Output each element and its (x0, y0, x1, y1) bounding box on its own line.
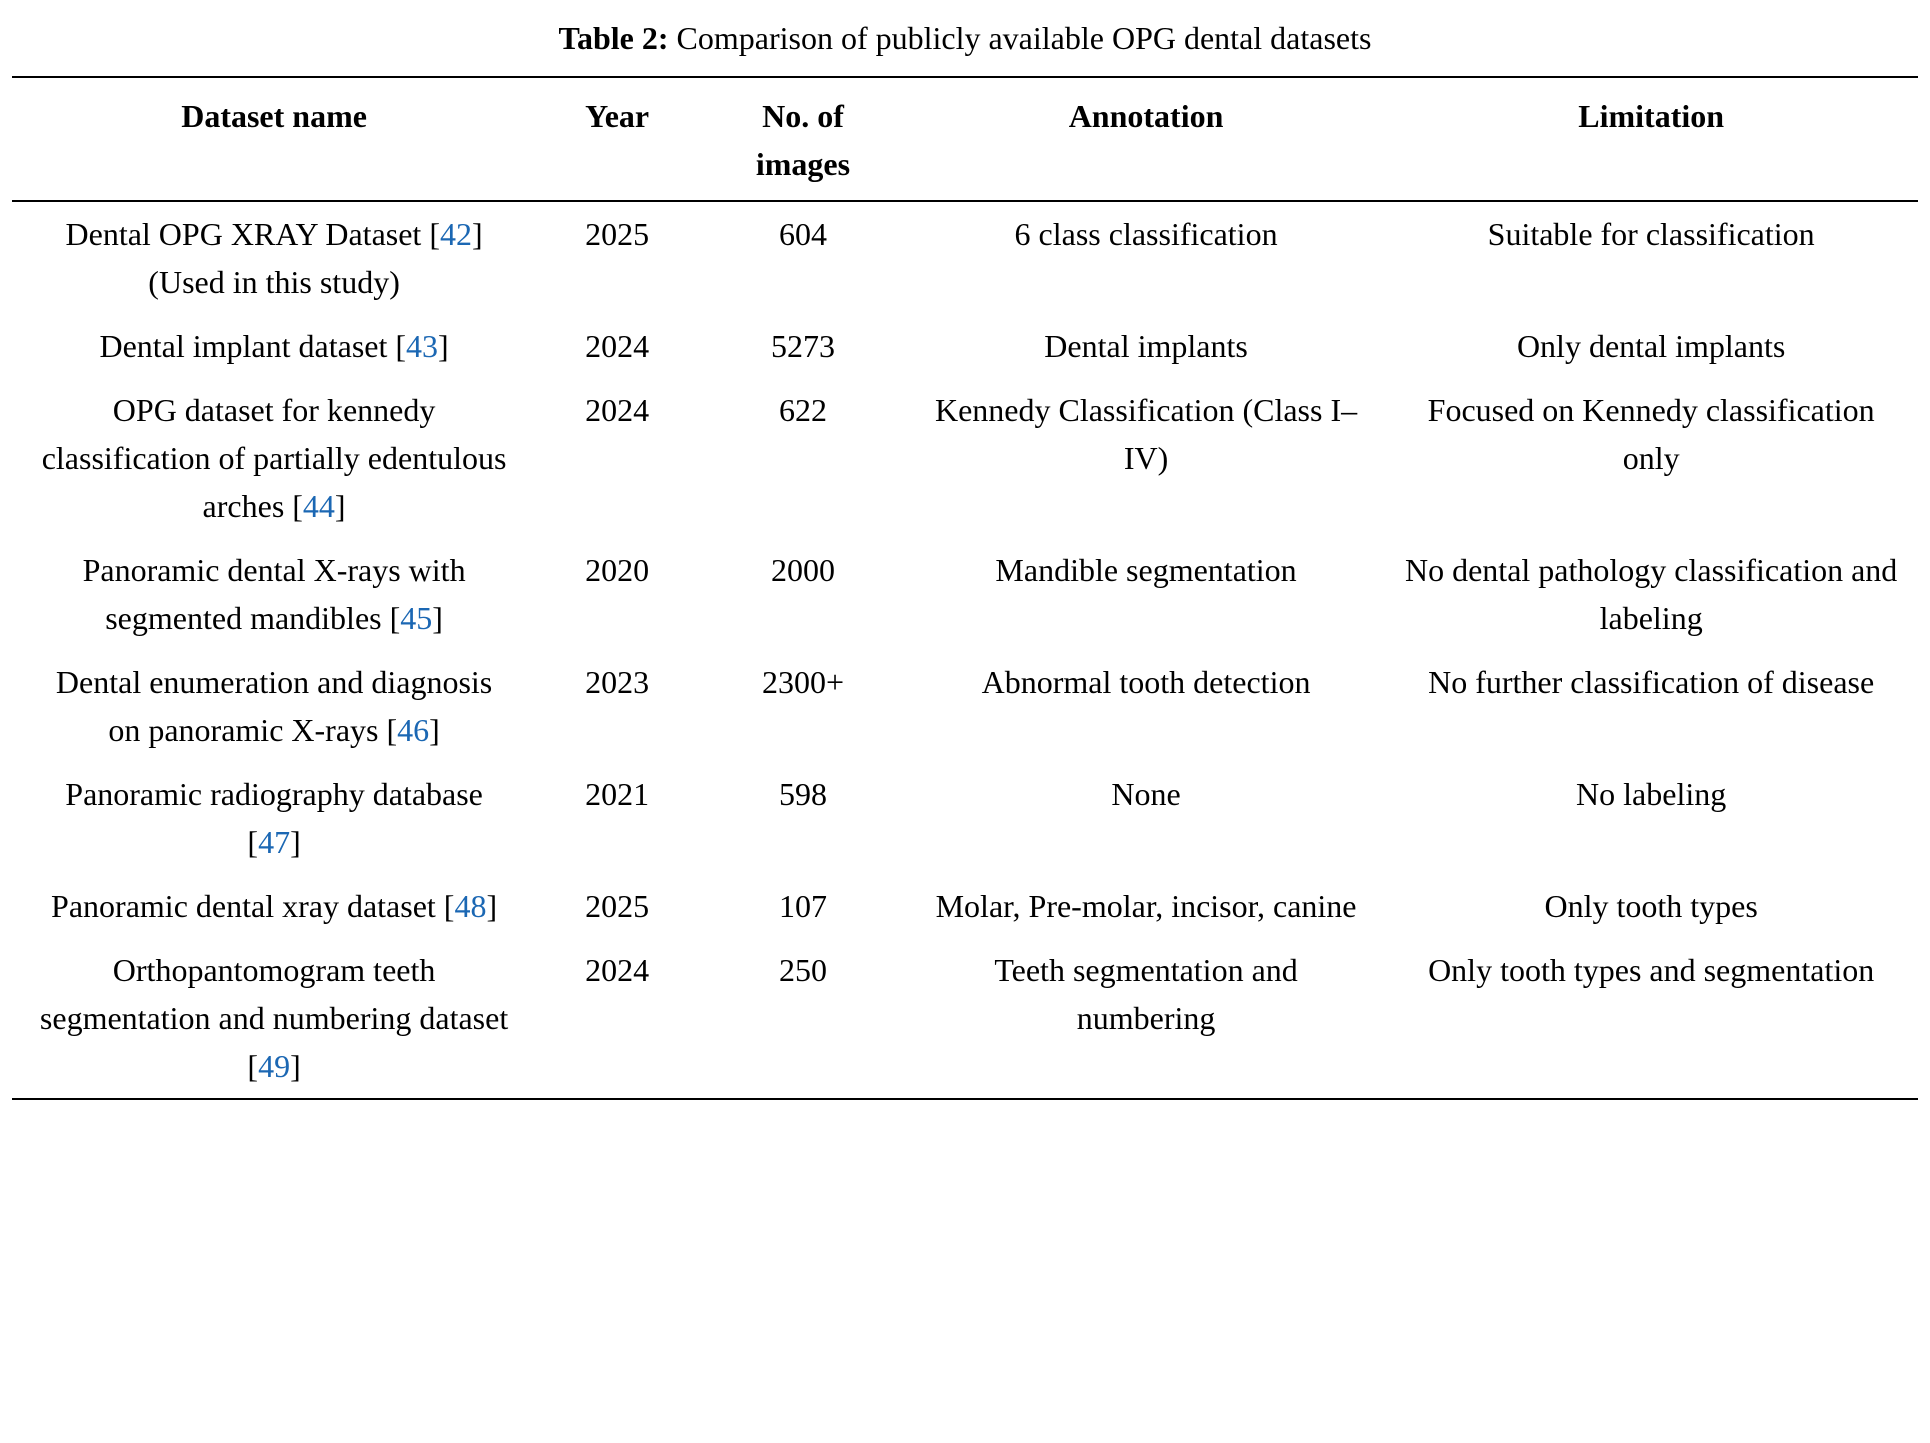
header-year: Year (585, 97, 650, 134)
image-count-cell: 5273 (770, 327, 835, 364)
image-count-cell: 622 (778, 391, 827, 428)
dataset-name-text: Dental implant dataset [ (99, 327, 407, 364)
dataset-name-text: ] (438, 327, 449, 364)
header-dataset-name: Dataset name (181, 97, 367, 134)
image-count-cell: 107 (778, 887, 827, 924)
dataset-name-cell (12, 938, 536, 1099)
dataset-name-text: ] (290, 823, 301, 860)
dataset-name-text: ] (432, 599, 443, 636)
dataset-name-text: ] (Used in this study) (148, 215, 483, 300)
header-limitation: Limitation (1578, 97, 1725, 134)
dataset-name-cell (12, 538, 536, 650)
annotation-cell: Kennedy Classification (Class I–IV) (934, 391, 1358, 476)
caption-label: Table 2: (558, 20, 669, 56)
table-row (12, 938, 1918, 1099)
table-row (12, 538, 1918, 650)
dataset-name-text: ] (429, 711, 440, 748)
table-row (12, 762, 1918, 874)
citation-link[interactable]: 45 (400, 599, 433, 636)
limitation-cell: Only tooth types (1544, 887, 1758, 924)
limitation-cell: No labeling (1576, 775, 1727, 812)
table-caption (12, 18, 1918, 60)
limitation-cell: Only tooth types and segmentation (1428, 951, 1875, 988)
limitation-cell: No further classification of disease (1428, 663, 1875, 700)
year-cell: 2021 (585, 775, 650, 812)
limitation-cell: Focused on Kennedy classification only (1427, 391, 1875, 476)
table-row (12, 378, 1918, 538)
dataset-name-text: ] (334, 487, 346, 524)
dataset-name-cell (12, 874, 536, 938)
header-annotation: Annotation (1068, 97, 1224, 134)
datasets-table (12, 76, 1918, 1100)
header-row (12, 77, 1918, 201)
dataset-name-text: Orthopantomogram teeth segmentation and numbering dataset [ (39, 951, 509, 1084)
dataset-name-text: Panoramic dental X-rays with segmented mandibles [ (82, 551, 466, 636)
citation-link[interactable]: 44 (302, 487, 335, 524)
header-no-of-images-label: No. of images (755, 97, 851, 182)
citation-link[interactable]: 42 (439, 215, 472, 252)
image-count-cell: 2000 (770, 551, 835, 588)
dataset-name-text: OPG dataset for kennedy classification of partially edentulous arches [ (41, 391, 507, 524)
annotation-cell: 6 class classification (1014, 215, 1278, 252)
dataset-name-text: Dental enumeration and diagnosis on panoramic X-rays [ (55, 663, 493, 748)
image-count-cell: 2300+ (761, 663, 844, 700)
year-cell: 2020 (585, 551, 650, 588)
dataset-name-cell (12, 314, 536, 378)
year-cell: 2023 (585, 663, 650, 700)
image-count-cell: 604 (778, 215, 827, 252)
header-no-of-images (698, 77, 908, 201)
dataset-name-text: Panoramic dental xray dataset [ (51, 887, 455, 924)
dataset-name-cell (12, 201, 536, 314)
dataset-name-text: ] (290, 1047, 301, 1084)
dataset-name-text: Panoramic radiography database [ (65, 775, 483, 860)
caption-text: Comparison of publicly available OPG dental datasets (668, 20, 1372, 56)
table-row (12, 314, 1918, 378)
limitation-cell: Suitable for classification (1487, 215, 1815, 252)
limitation-cell: No dental pathology classification and labeling (1404, 551, 1898, 636)
annotation-cell: Molar, Pre-molar, incisor, canine (935, 887, 1357, 924)
table-row (12, 650, 1918, 762)
annotation-cell: Dental implants (1044, 327, 1248, 364)
dataset-name-text: ] (486, 887, 498, 924)
dataset-name-cell (12, 378, 536, 538)
citation-link[interactable]: 47 (258, 823, 291, 860)
table-row (12, 201, 1918, 314)
limitation-cell: Only dental implants (1516, 327, 1786, 364)
table-row (12, 874, 1918, 938)
dataset-name-cell (12, 762, 536, 874)
annotation-cell: Abnormal tooth detection (981, 663, 1311, 700)
annotation-cell: None (1111, 775, 1181, 812)
year-cell: 2024 (585, 391, 650, 428)
citation-link[interactable]: 48 (454, 887, 487, 924)
annotation-cell: Teeth segmentation and numbering (994, 951, 1298, 1036)
annotation-cell: Mandible segmentation (995, 551, 1297, 588)
citation-link[interactable]: 46 (397, 711, 430, 748)
year-cell: 2024 (585, 327, 650, 364)
citation-link[interactable]: 43 (406, 327, 439, 364)
year-cell: 2024 (585, 951, 650, 988)
image-count-cell: 598 (778, 775, 827, 812)
dataset-name-text: Dental OPG XRAY Dataset [ (65, 215, 440, 252)
year-cell: 2025 (585, 215, 650, 252)
dataset-name-cell (12, 650, 536, 762)
year-cell: 2025 (585, 887, 650, 924)
citation-link[interactable]: 49 (258, 1047, 291, 1084)
image-count-cell: 250 (778, 951, 827, 988)
